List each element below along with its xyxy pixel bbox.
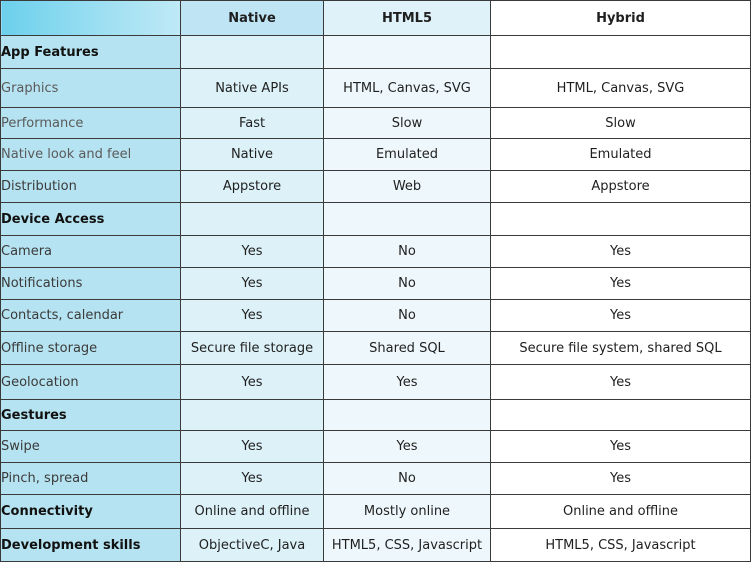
cell-native: Native APIs (181, 69, 324, 108)
row-label: Swipe (1, 431, 181, 463)
cell-html5: Web (324, 171, 491, 203)
table-row (1, 365, 751, 400)
table-row (1, 171, 751, 203)
cell-native (181, 400, 324, 431)
cell-html5: Mostly online (324, 495, 491, 529)
cell-hybrid: Yes (491, 300, 751, 332)
cell-html5: No (324, 463, 491, 495)
header-html5: HTML5 (324, 1, 491, 36)
cell-html5: Slow (324, 108, 491, 139)
section-label: Device Access (1, 203, 181, 236)
cell-html5 (324, 36, 491, 69)
cell-html5: HTML, Canvas, SVG (324, 69, 491, 108)
row-label: Camera (1, 236, 181, 268)
cell-native: Appstore (181, 171, 324, 203)
cell-native: Fast (181, 108, 324, 139)
header-native: Native (181, 1, 324, 36)
cell-native: Yes (181, 268, 324, 300)
row-label: Connectivity (1, 495, 181, 529)
row-label: Development skills (1, 529, 181, 562)
row-label: Distribution (1, 171, 181, 203)
table-row (1, 300, 751, 332)
row-label: Offline storage (1, 332, 181, 365)
table-row (1, 495, 751, 529)
cell-hybrid (491, 400, 751, 431)
cell-native: Yes (181, 300, 324, 332)
table-row (1, 268, 751, 300)
cell-html5: Yes (324, 365, 491, 400)
table-row (1, 431, 751, 463)
table-row (1, 463, 751, 495)
row-label: Graphics (1, 69, 181, 108)
cell-native: Yes (181, 463, 324, 495)
section-row (1, 400, 751, 431)
cell-hybrid: HTML5, CSS, Javascript (491, 529, 751, 562)
table-row (1, 529, 751, 562)
section-label: Gestures (1, 400, 181, 431)
cell-html5: No (324, 236, 491, 268)
row-label: Notifications (1, 268, 181, 300)
header-row (1, 1, 751, 36)
table-body (1, 36, 751, 562)
cell-hybrid: Appstore (491, 171, 751, 203)
cell-native: Yes (181, 236, 324, 268)
section-row (1, 203, 751, 236)
cell-html5: No (324, 300, 491, 332)
cell-hybrid: Secure file system, shared SQL (491, 332, 751, 365)
section-label: App Features (1, 36, 181, 69)
cell-hybrid: Yes (491, 431, 751, 463)
cell-hybrid: Emulated (491, 139, 751, 171)
table-row (1, 69, 751, 108)
cell-html5 (324, 203, 491, 236)
cell-hybrid: Online and offline (491, 495, 751, 529)
cell-hybrid: Yes (491, 268, 751, 300)
cell-native: Secure file storage (181, 332, 324, 365)
cell-hybrid (491, 36, 751, 69)
header-corner-cell (1, 1, 181, 36)
cell-html5: Yes (324, 431, 491, 463)
cell-native: Yes (181, 431, 324, 463)
table-row (1, 139, 751, 171)
cell-html5: Emulated (324, 139, 491, 171)
row-label: Pinch, spread (1, 463, 181, 495)
row-label: Geolocation (1, 365, 181, 400)
cell-native (181, 36, 324, 69)
row-label: Contacts, calendar (1, 300, 181, 332)
row-label: Performance (1, 108, 181, 139)
cell-html5 (324, 400, 491, 431)
section-row (1, 36, 751, 69)
table-row (1, 236, 751, 268)
cell-native: Yes (181, 365, 324, 400)
table-row (1, 108, 751, 139)
cell-html5: Shared SQL (324, 332, 491, 365)
row-label: Native look and feel (1, 139, 181, 171)
cell-html5: HTML5, CSS, Javascript (324, 529, 491, 562)
header-hybrid: Hybrid (491, 1, 751, 36)
cell-hybrid (491, 203, 751, 236)
table-row (1, 332, 751, 365)
cell-native: Native (181, 139, 324, 171)
cell-native: Online and offline (181, 495, 324, 529)
cell-native: ObjectiveC, Java (181, 529, 324, 562)
cell-hybrid: Slow (491, 108, 751, 139)
cell-hybrid: HTML, Canvas, SVG (491, 69, 751, 108)
cell-native (181, 203, 324, 236)
cell-hybrid: Yes (491, 365, 751, 400)
cell-hybrid: Yes (491, 236, 751, 268)
cell-html5: No (324, 268, 491, 300)
cell-hybrid: Yes (491, 463, 751, 495)
